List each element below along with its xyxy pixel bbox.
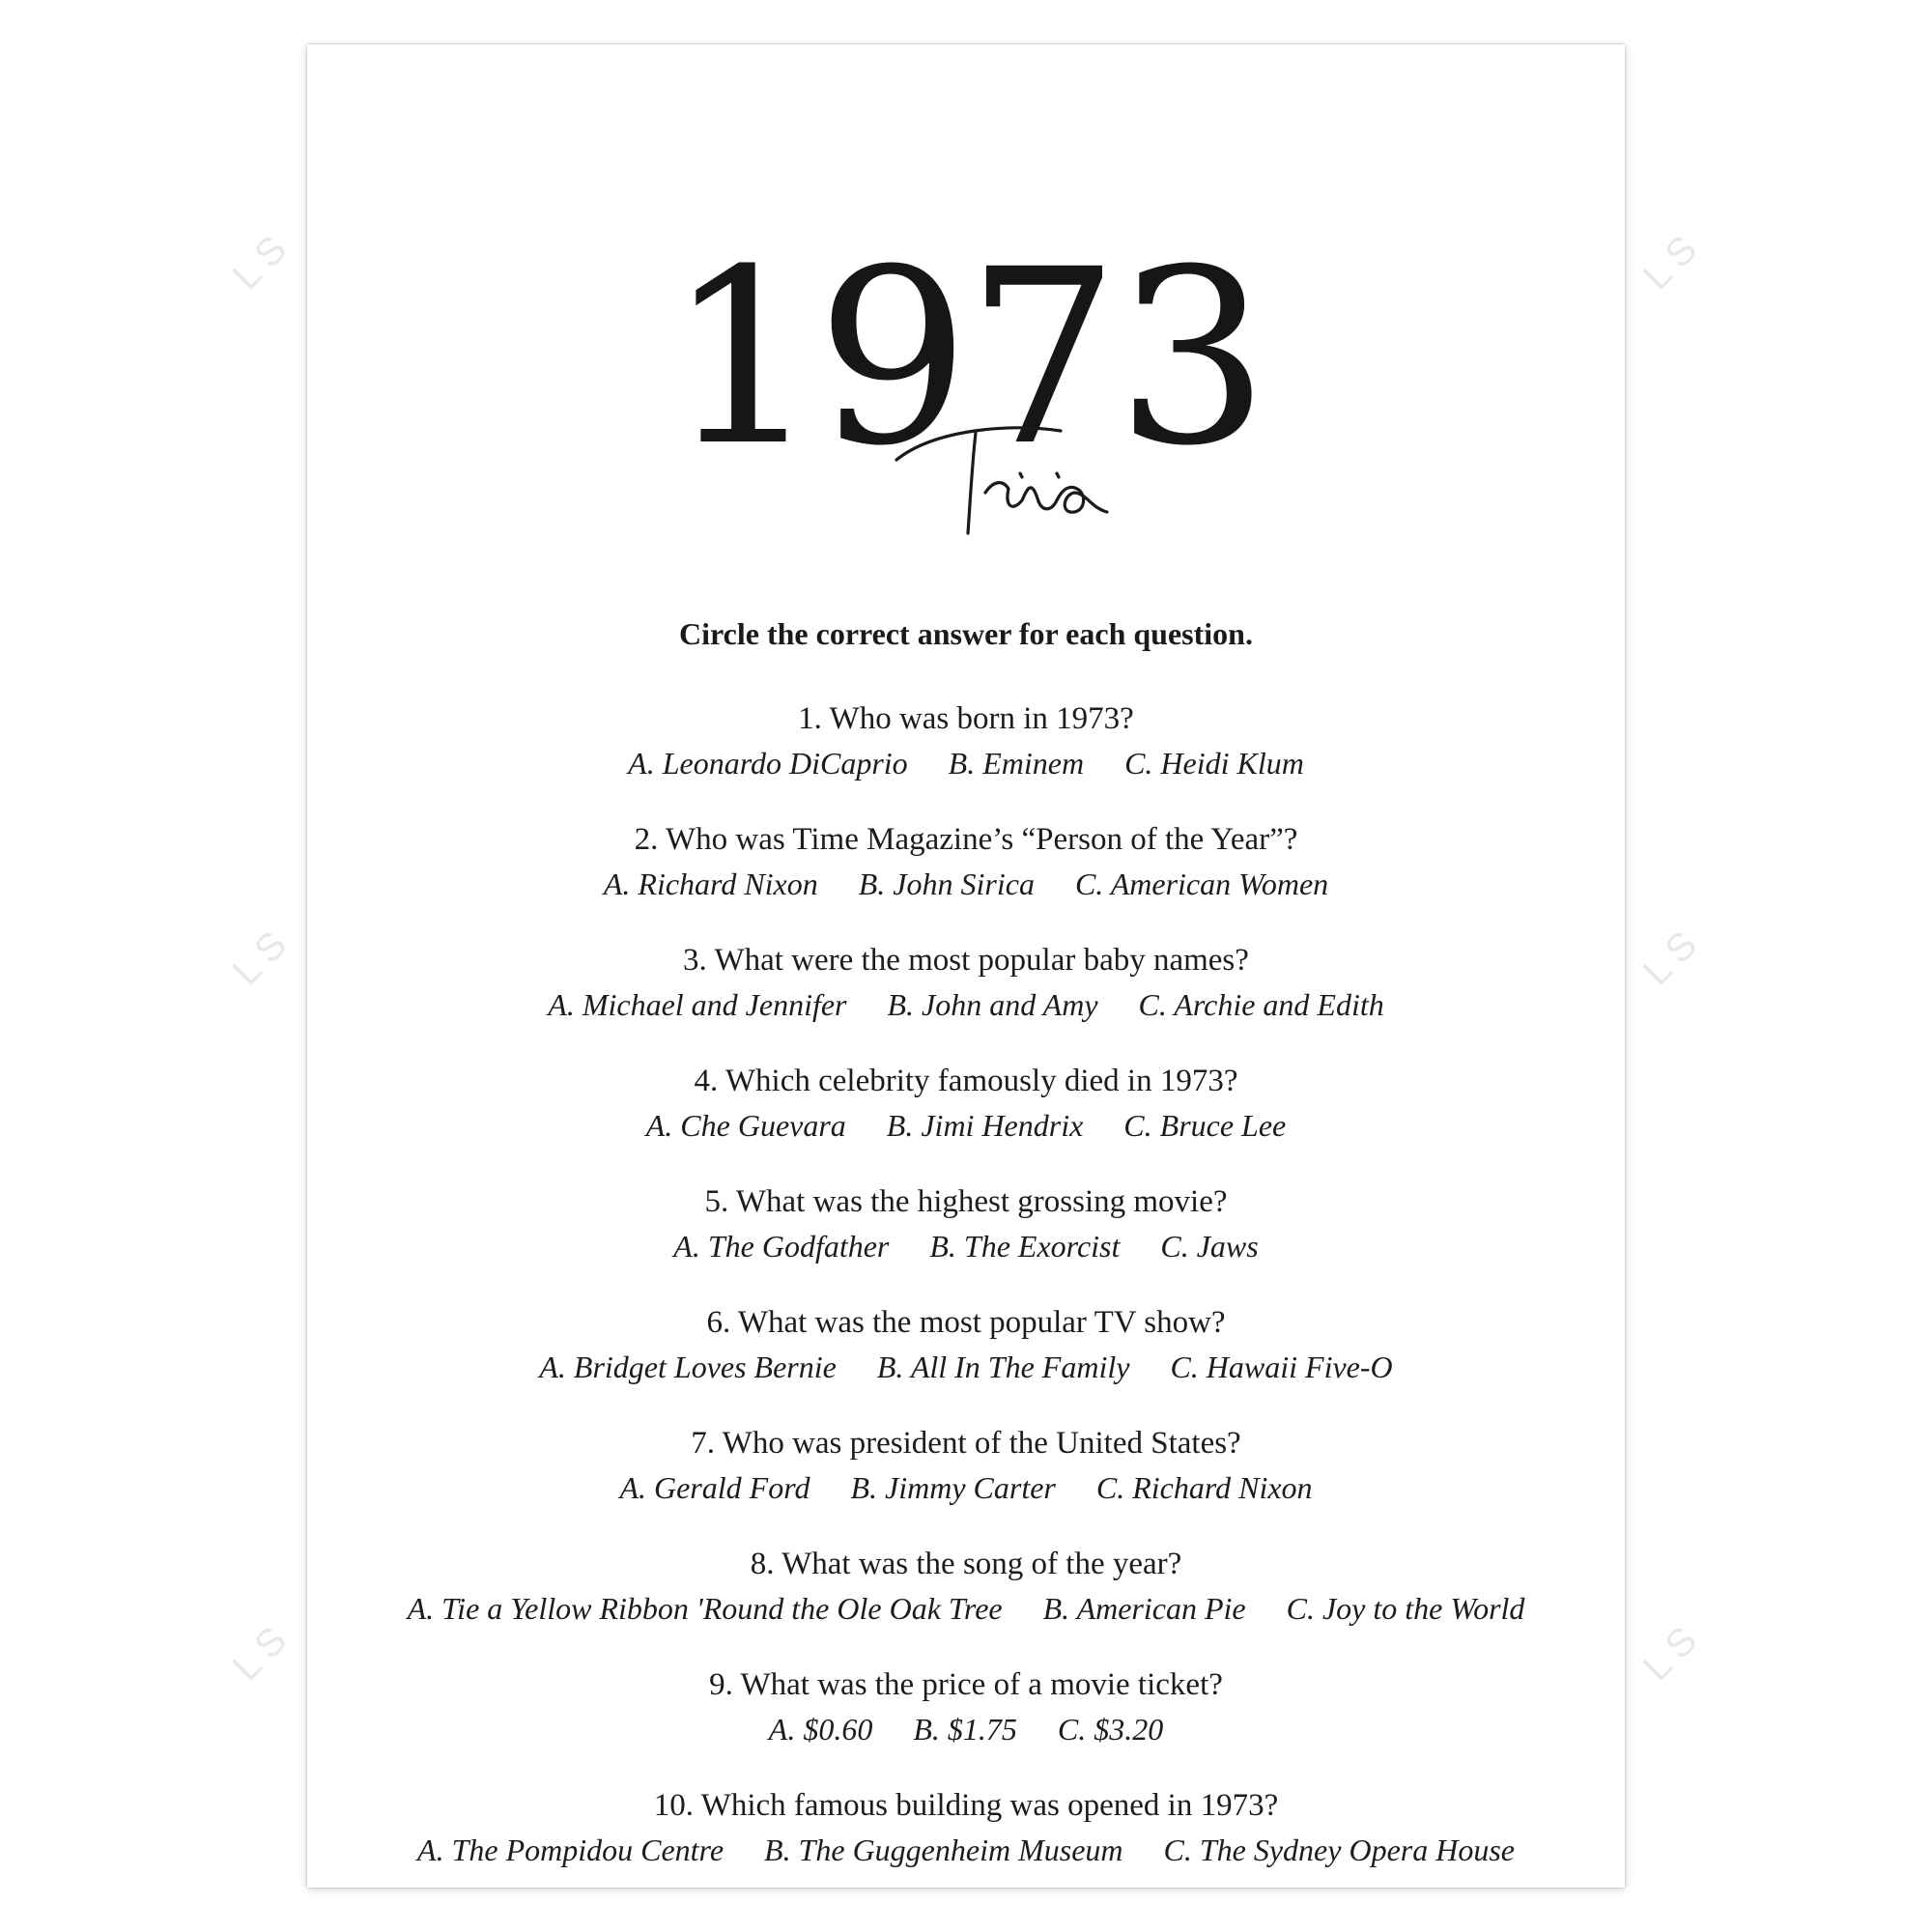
answer-c[interactable]: C. Heidi Klum: [1124, 746, 1304, 781]
watermark-left-top: L S: [224, 227, 296, 298]
answer-options: [307, 1586, 1625, 1631]
answer-c[interactable]: C. Joy to the World: [1286, 1591, 1525, 1626]
question-1: [307, 696, 1625, 817]
answer-c[interactable]: C. Richard Nixon: [1095, 1470, 1313, 1505]
question-text: 9. What was the price of a movie ticket?: [709, 1667, 1223, 1702]
answer-b[interactable]: B. The Guggenheim Museum: [764, 1833, 1123, 1867]
answer-b[interactable]: B. John Sirica: [858, 867, 1035, 901]
question-6: [307, 1300, 1625, 1421]
answer-c[interactable]: C. Archie and Edith: [1138, 987, 1384, 1022]
question-text: 2. Who was Time Magazine’s “Person of the Year”?: [634, 822, 1298, 857]
trivia-card: [307, 44, 1625, 1888]
answer-c[interactable]: C. Jaws: [1160, 1229, 1259, 1264]
answer-a[interactable]: A. Tie a Yellow Ribbon 'Round the Ole Oak Tree: [407, 1591, 1003, 1626]
watermark-right-top: L S: [1634, 227, 1706, 298]
answer-a[interactable]: A. Michael and Jennifer: [548, 987, 847, 1022]
answer-c[interactable]: C. American Women: [1074, 867, 1329, 901]
answer-a[interactable]: A. Gerald Ford: [619, 1470, 810, 1505]
watermark-right-middle: L S: [1634, 923, 1706, 994]
question-text: 5. What was the highest grossing movie?: [704, 1184, 1228, 1219]
question-3: [307, 938, 1625, 1059]
year-title: 1973: [666, 217, 1266, 498]
answer-b[interactable]: B. Jimmy Carter: [850, 1470, 1056, 1505]
answer-b[interactable]: B. John and Amy: [887, 987, 1098, 1022]
question-text: 8. What was the song of the year?: [750, 1547, 1182, 1581]
watermark-left-bottom: L S: [224, 1618, 296, 1690]
question-4: [307, 1059, 1625, 1179]
question-2: [307, 817, 1625, 938]
question-text: 4. Which celebrity famously died in 1973?: [694, 1064, 1238, 1098]
question-text: 7. Who was president of the United States?: [691, 1426, 1241, 1461]
answer-a[interactable]: A. Richard Nixon: [603, 867, 818, 901]
question-text: 10. Which famous building was opened in 1973?: [653, 1788, 1279, 1823]
question-10: [307, 1783, 1625, 1904]
answer-options: [307, 1103, 1625, 1148]
answer-options: [307, 1707, 1625, 1751]
answer-a[interactable]: A. Leonardo DiCaprio: [628, 746, 908, 781]
answer-c[interactable]: C. Bruce Lee: [1123, 1108, 1287, 1143]
question-list: [307, 696, 1625, 1904]
answer-options: [307, 741, 1625, 785]
answer-b[interactable]: B. Jimi Hendrix: [886, 1108, 1084, 1143]
question-text: 3. What were the most popular baby names?: [683, 943, 1249, 978]
answer-a[interactable]: A. The Pompidou Centre: [417, 1833, 724, 1867]
answer-a[interactable]: A. Che Guevara: [645, 1108, 846, 1143]
answer-c[interactable]: C. The Sydney Opera House: [1163, 1833, 1515, 1867]
question-5: [307, 1179, 1625, 1300]
answer-b[interactable]: B. Eminem: [948, 746, 1085, 781]
instructions: Circle the correct answer for each question.: [679, 616, 1253, 651]
answer-options: [307, 1828, 1625, 1872]
answer-b[interactable]: B. All In The Family: [876, 1350, 1130, 1384]
question-9: [307, 1662, 1625, 1783]
answer-a[interactable]: A. $0.60: [768, 1712, 873, 1747]
answer-b[interactable]: B. $1.75: [913, 1712, 1017, 1747]
answer-a[interactable]: A. Bridget Loves Bernie: [539, 1350, 837, 1384]
trivia-script-title: [867, 412, 1119, 547]
watermark-left-middle: L S: [224, 923, 296, 994]
answer-options: [307, 862, 1625, 906]
question-7: [307, 1421, 1625, 1542]
answer-c[interactable]: C. $3.20: [1057, 1712, 1164, 1747]
answer-c[interactable]: C. Hawaii Five-O: [1170, 1350, 1393, 1384]
question-8: [307, 1542, 1625, 1662]
watermark-right-bottom: L S: [1634, 1618, 1706, 1690]
answer-b[interactable]: B. The Exorcist: [929, 1229, 1121, 1264]
answer-options: [307, 1465, 1625, 1510]
answer-options: [307, 982, 1625, 1027]
answer-b[interactable]: B. American Pie: [1042, 1591, 1246, 1626]
question-text: 1. Who was born in 1973?: [798, 701, 1134, 736]
answer-options: [307, 1224, 1625, 1268]
answer-a[interactable]: A. The Godfather: [673, 1229, 890, 1264]
question-text: 6. What was the most popular TV show?: [706, 1305, 1226, 1340]
answer-options: [307, 1345, 1625, 1389]
